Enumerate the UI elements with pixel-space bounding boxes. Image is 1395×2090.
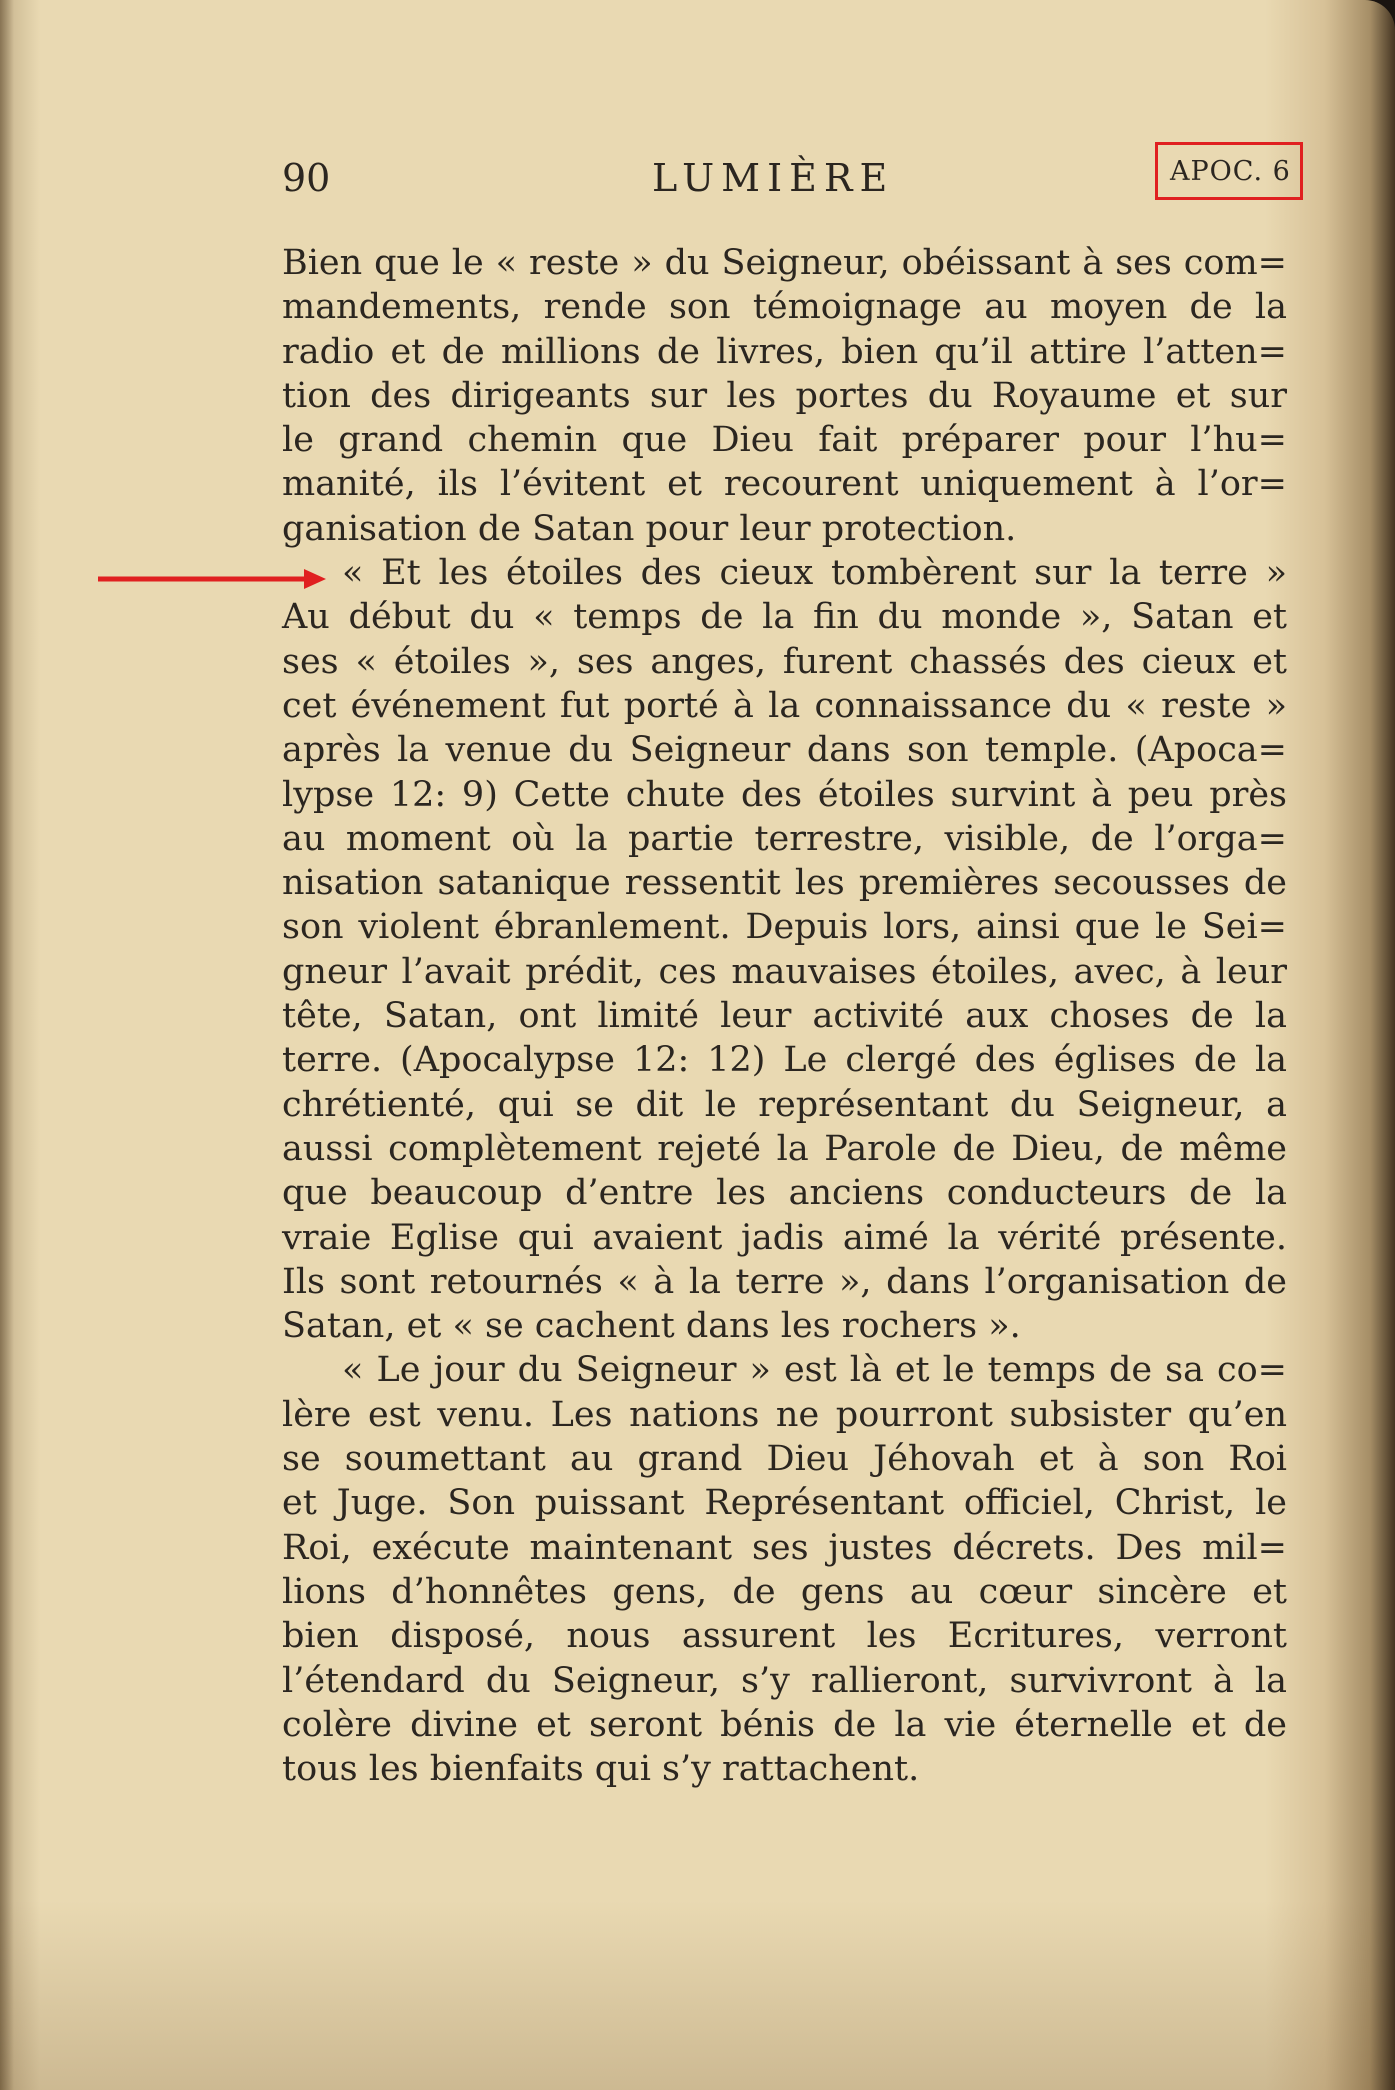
text-line: au moment où la partie terrestre, visible, de l’orga= bbox=[282, 818, 1287, 859]
page-header bbox=[0, 150, 1395, 210]
body-text bbox=[282, 241, 1287, 1791]
text-line: cet événement fut porté à la connaissance du « reste » bbox=[282, 685, 1287, 726]
spine-shadow bbox=[0, 0, 14, 2090]
text-line: manité, ils l’évitent et recourent uniquement à l’or= bbox=[282, 464, 1287, 505]
text-line: lère est venu. Les nations ne pourront subsister qu’en bbox=[282, 1394, 1287, 1435]
text-line: chrétienté, qui se dit le représentant du Seigneur, a bbox=[282, 1084, 1287, 1125]
text-line: gneur l’avait prédit, ces mauvaises étoiles, avec, à leur bbox=[282, 951, 1287, 992]
text-line: Roi, exécute maintenant ses justes décrets. Des mil= bbox=[282, 1527, 1287, 1568]
page-number: 90 bbox=[282, 156, 331, 200]
text-line: « Le jour du Seigneur » est là et le temps de sa co= bbox=[342, 1350, 1287, 1391]
text-line: tion des dirigeants sur les portes du Royaume et sur bbox=[282, 375, 1287, 416]
text-line: Ils sont retournés « à la terre », dans l’organisation de bbox=[282, 1261, 1287, 1302]
text-line: lypse 12: 9) Cette chute des étoiles survint à peu près bbox=[282, 774, 1287, 815]
text-line: se soumettant au grand Dieu Jéhovah et à son Roi bbox=[282, 1439, 1287, 1480]
text-line: le grand chemin que Dieu fait préparer pour l’hu= bbox=[282, 420, 1287, 461]
text-line: Bien que le « reste » du Seigneur, obéissant à ses com= bbox=[282, 243, 1287, 283]
running-title: LUMIÈRE bbox=[652, 156, 895, 200]
highlighted-quote-line: « Et les étoiles des cieux tombèrent sur la terre » bbox=[342, 553, 1287, 594]
text-line: ganisation de Satan pour leur protection. bbox=[282, 508, 1017, 549]
text-line: Au début du « temps de la fin du monde », Satan et bbox=[282, 597, 1287, 638]
text-line: terre. (Apocalypse 12: 12) Le clergé des églises de la bbox=[282, 1040, 1287, 1081]
text-line: l’étendard du Seigneur, s’y rallieront, survivront à la bbox=[282, 1660, 1287, 1701]
text-line: et Juge. Son puissant Représentant officiel, Christ, le bbox=[282, 1483, 1287, 1524]
text-line: bien disposé, nous assurent les Ecritures, verront bbox=[282, 1616, 1287, 1657]
text-line: vraie Eglise qui avaient jadis aimé la vérité présente. bbox=[282, 1217, 1287, 1258]
text-line: après la venue du Seigneur dans son temple. (Apoca= bbox=[282, 730, 1287, 771]
text-line: son violent ébranlement. Depuis lors, ainsi que le Sei= bbox=[282, 907, 1287, 948]
text-line: aussi complètement rejeté la Parole de Dieu, de même bbox=[282, 1128, 1287, 1169]
text-line: lions d’honnêtes gens, de gens au cœur sincère et bbox=[282, 1571, 1287, 1612]
section-reference: APOC. 6 bbox=[1170, 156, 1291, 187]
text-line: colère divine et seront bénis de la vie éternelle et de bbox=[282, 1704, 1287, 1745]
text-line: que beaucoup d’entre les anciens conducteurs de la bbox=[282, 1173, 1287, 1214]
text-line: tous les bienfaits qui s’y rattachent. bbox=[282, 1749, 920, 1790]
text-line: radio et de millions de livres, bien qu’il attire l’atten= bbox=[282, 331, 1287, 372]
text-line: nisation satanique ressentit les premières secousses de bbox=[282, 863, 1287, 904]
text-line: Satan, et « se cachent dans les rochers ». bbox=[282, 1306, 1021, 1347]
text-line: tête, Satan, ont limité leur activité aux choses de la bbox=[282, 996, 1287, 1037]
text-line: mandements, rende son témoignage au moyen de la bbox=[282, 287, 1287, 328]
text-line: ses « étoiles », ses anges, furent chassés des cieux et bbox=[282, 641, 1287, 682]
